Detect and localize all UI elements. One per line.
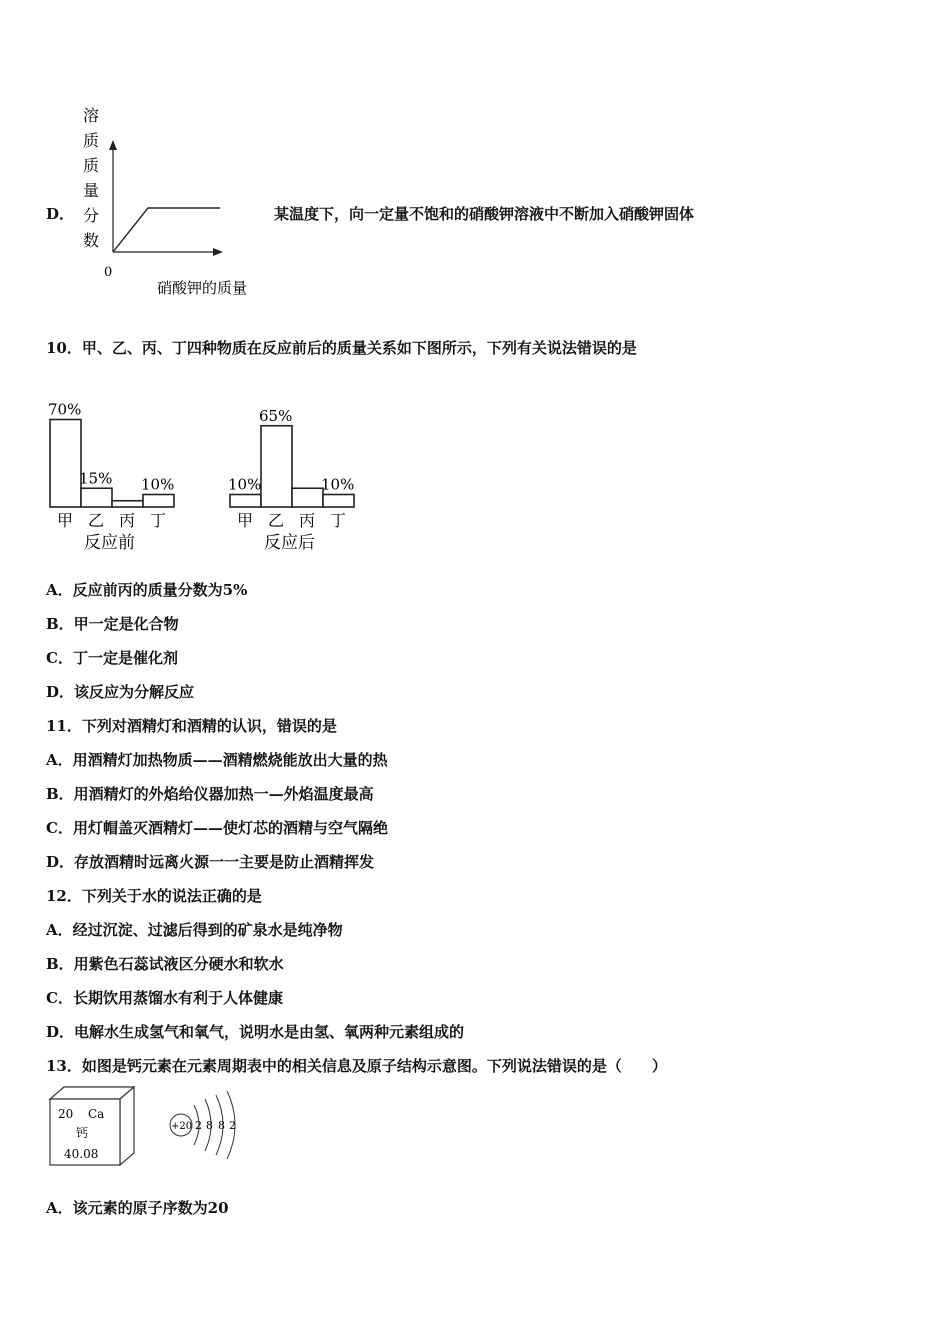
y-label-char: 质 [83,131,100,150]
bar-before-0 [50,420,81,508]
category-label: 甲 [57,511,74,530]
y-label-char: 量 [83,181,100,200]
bar-value-label: 70% [48,400,82,419]
q11-option-d: D．存放酒精时远离火源一一主要是防止酒精挥发 [46,853,375,871]
element-name: 钙 [76,1126,89,1140]
y-label-char: 数 [83,231,100,250]
q10-option-c: C．丁一定是催化剂 [46,649,178,667]
category-label: 丙 [119,511,136,530]
y-axis-arrow [109,140,117,150]
bar-before-2 [112,501,143,507]
chart-title: 反应后 [264,533,315,553]
bar-value-label: 65% [259,406,293,425]
q10-option-a: A．反应前丙的质量分数为5% [46,581,248,599]
mass-fraction-charts [40,365,355,560]
shell-electron-count: 2 [195,1119,202,1132]
bar-value-label: 10% [321,475,355,494]
y-label-char: 分 [83,206,100,225]
element-symbol: Ca [88,1107,105,1121]
periodic-table-cell [50,1087,134,1165]
q12-stem: 12．下列关于水的说法正确的是 [46,887,262,905]
q12-option-a: A．经过沉淀、过滤后得到的矿泉水是纯净物 [46,921,343,939]
shell-electron-count: 8 [218,1119,225,1132]
q9-option-d-text: 某温度下，向一定量不饱和的硝酸钾溶液中不断加入硝酸钾固体 [274,205,695,223]
calcium-info-figure [44,1085,244,1170]
q11-option-c: C．用灯帽盖灭酒精灯——使灯芯的酒精与空气隔绝 [46,819,388,837]
q12-option-b: B．用紫色石蕊试液区分硬水和软水 [46,955,284,973]
q11-option-b: B．用酒精灯的外焰给仪器加热一—外焰温度最高 [46,785,374,803]
graph-origin: 0 [104,265,113,280]
atom-structure-diagram [170,1091,236,1159]
solute-fraction-graph [70,100,270,300]
q10-stem: 10．甲、乙、丙、丁四种物质在反应前后的质量关系如下图所示，下列有关说法错误的是 [46,339,637,357]
bar-value-label: 15% [79,469,113,488]
q10-option-b: B．甲一定是化合物 [46,615,179,633]
bar-before-3 [143,495,174,508]
category-label: 乙 [268,511,285,530]
bar-value-label: 10% [228,475,262,494]
bar-after-1 [261,426,292,507]
element-number: 20 [58,1107,74,1121]
solute-fraction-curve [113,208,220,252]
chart-title: 反应前 [84,533,135,553]
category-label: 乙 [88,511,105,530]
q11-option-a: A．用酒精灯加热物质——酒精燃烧能放出大量的热 [46,751,388,769]
graph-x-label: 硝酸钾的质量 [157,279,248,297]
q13-option-a: A．该元素的原子序数为20 [46,1199,229,1217]
shell-electron-count: 2 [229,1119,236,1132]
graph-y-label [83,106,99,250]
y-label-char: 溶 [83,106,100,125]
q11-stem: 11．下列对酒精灯和酒精的认识，错误的是 [46,717,337,735]
element-mass: 40.08 [64,1147,99,1161]
category-label: 甲 [237,511,254,530]
q12-option-c: C．长期饮用蒸馏水有利于人体健康 [46,989,283,1007]
chart-before-reaction [48,401,174,554]
chart-after-reaction [228,407,354,553]
bar-before-1 [81,488,112,507]
q13-stem: 13．如图是钙元素在元素周期表中的相关信息及原子结构示意图。下列说法错误的是（ ） [46,1057,667,1075]
y-label-char: 质 [83,156,100,175]
bar-after-2 [292,488,323,507]
category-label: 丁 [150,511,167,530]
shell-electron-count: 8 [206,1119,213,1132]
x-axis-arrow [213,248,223,256]
bar-value-label: 10% [141,475,175,494]
category-label: 丙 [299,511,316,530]
bar-after-3 [323,495,354,508]
q12-option-d: D．电解水生成氢气和氧气，说明水是由氢、氧两种元素组成的 [46,1023,465,1041]
q10-option-d: D．该反应为分解反应 [46,683,195,701]
bar-after-0 [230,495,261,508]
nucleus-charge: +20 [171,1121,193,1132]
q9-option-d-label: D． [46,205,75,223]
category-label: 丁 [330,511,347,530]
